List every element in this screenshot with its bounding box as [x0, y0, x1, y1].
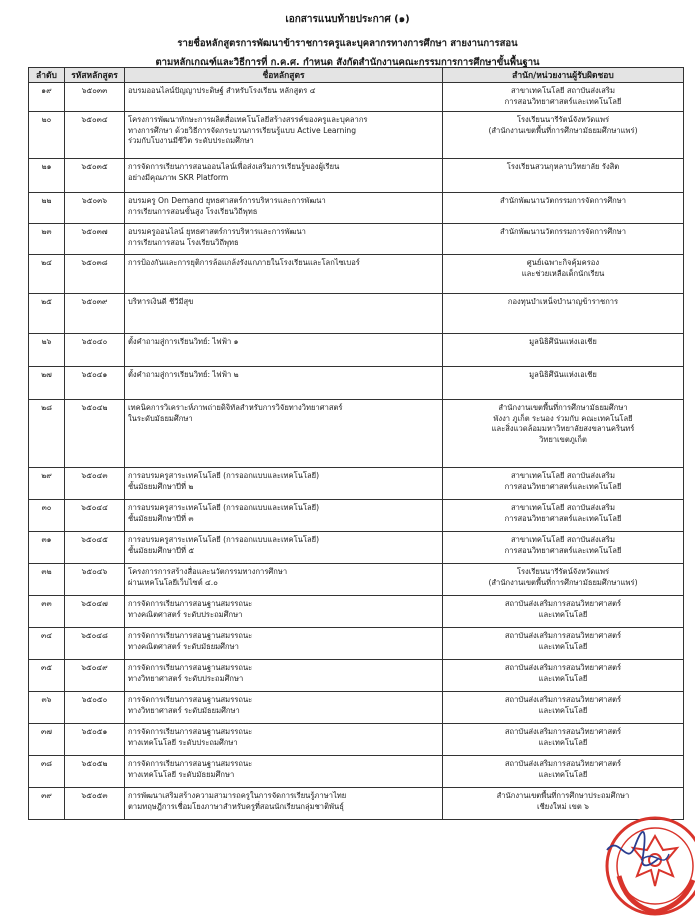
course-name: [125, 255, 443, 294]
row-number: ๓๔: [29, 628, 65, 660]
table-row: [29, 756, 684, 788]
row-number: ๑๙: [29, 83, 65, 112]
table-row: [29, 224, 684, 255]
agency-line: พังงา ภูเก็ต ระนอง ร่วมกับ คณะเทคโนโลยี: [493, 413, 633, 423]
course-name: [125, 83, 443, 112]
agency-line: สาขาเทคโนโลยี สถาบันส่งเสริม: [510, 86, 616, 95]
responsible-agency: [443, 400, 684, 468]
table-row: [29, 400, 684, 468]
row-number: ๒๗: [29, 367, 65, 400]
official-seal-icon: [597, 798, 695, 916]
responsible-agency: [443, 294, 684, 334]
document-subtitle-2: ตามหลักเกณฑ์และวิธีการที่ ก.ค.ศ. กำหนด สังกัดสำนักงานคณะกรรมการการศึกษาขั้นพื้นฐาน: [155, 57, 540, 68]
course-code: ๖๕๐๔๒: [65, 400, 125, 468]
course-name-line: ชั้นมัธยมศึกษาปีที่ ๒: [128, 481, 194, 491]
agency-line: การสอนวิทยาศาสตร์และเทคโนโลยี: [504, 545, 622, 555]
agency-line: โรงเรียนนารีรัตน์จังหวัดแพร่: [516, 567, 610, 576]
document-title: เอกสารแนบท้ายประกาศ (๑): [285, 14, 410, 25]
course-name-line: การอบรมครูสาระเทคโนโลยี (การออกแบบและเทคโนโลยี): [128, 471, 320, 480]
row-number: ๒๑: [29, 159, 65, 193]
responsible-agency: [443, 532, 684, 564]
course-name-line: อย่างมีคุณภาพ SKR Platform: [128, 172, 229, 182]
responsible-agency: [443, 255, 684, 294]
table-row: [29, 500, 684, 532]
responsible-agency: [443, 692, 684, 724]
responsible-agency: [443, 334, 684, 367]
column-header-course-name: ชื่อหลักสูตร: [125, 68, 443, 83]
agency-line: และช่วยเหลือเด็กนักเรียน: [521, 268, 605, 278]
course-table: [28, 67, 684, 820]
course-name-line: ทางคณิตศาสตร์ ระดับมัธยมศึกษา: [128, 641, 239, 651]
agency-line: มูลนิธิศึนันแห่งเอเชีย: [529, 337, 597, 346]
agency-line: สำนักงานเขตพื้นที่การศึกษาประถมศึกษา: [496, 791, 630, 800]
course-code: ๖๕๐๕๒: [65, 756, 125, 788]
course-code: ๖๕๐๓๙: [65, 294, 125, 334]
course-name-line: อบรมครู On Demand ยุทธศาสตร์การบริหารและการพัฒนา: [128, 196, 326, 205]
course-code: ๖๕๐๔๔: [65, 500, 125, 532]
table-row: [29, 193, 684, 224]
table-row: [29, 692, 684, 724]
table-row: [29, 628, 684, 660]
agency-line: การสอนวิทยาศาสตร์และเทคโนโลยี: [504, 513, 622, 523]
course-name-line: การเรียนการสอน โรงเรียนวิถีพุทธ: [128, 237, 239, 247]
agency-line: กองทุนบำเหน็จบำนาญข้าราชการ: [507, 297, 619, 306]
table-row: [29, 788, 684, 820]
course-name-line: การอบรมครูสาระเทคโนโลยี (การออกแบบและเทคโนโลยี): [128, 535, 320, 544]
course-name: [125, 294, 443, 334]
agency-line: โรงเรียนนารีรัตน์จังหวัดแพร่: [516, 115, 610, 124]
responsible-agency: [443, 193, 684, 224]
row-number: ๒๒: [29, 193, 65, 224]
course-name-line: การจัดการเรียนการสอนฐานสมรรถนะ: [128, 727, 253, 736]
responsible-agency: [443, 596, 684, 628]
course-name: [125, 596, 443, 628]
row-number: ๓๖: [29, 692, 65, 724]
table-row: [29, 596, 684, 628]
course-name-line: บริหารเงินดี ชีวีมีสุข: [128, 297, 194, 306]
course-name: [125, 756, 443, 788]
course-name-line: เทคนิคการวิเคราะห์ภาพถ่ายดิจิทัลสำหรับการวิจัยทางวิทยาศาสตร์: [128, 403, 343, 412]
course-name: [125, 532, 443, 564]
row-number: ๓๙: [29, 788, 65, 820]
agency-line: และเทคโนโลยี: [538, 641, 588, 651]
course-code: ๖๕๐๔๓: [65, 468, 125, 500]
course-name-line: ทางคณิตศาสตร์ ระดับประถมศึกษา: [128, 609, 243, 619]
row-number: ๓๕: [29, 660, 65, 692]
course-name-line: การจัดการเรียนการสอนฐานสมรรถนะ: [128, 695, 253, 704]
agency-line: และเทคโนโลยี: [538, 609, 588, 619]
course-name: [125, 788, 443, 820]
course-name: [125, 500, 443, 532]
responsible-agency: [443, 159, 684, 193]
column-header-agency: สำนัก/หน่วยงานผู้รับผิดชอบ: [443, 68, 684, 83]
course-name: [125, 724, 443, 756]
table-row: [29, 112, 684, 159]
course-name-line: ในระดับมัธยมศึกษา: [128, 413, 193, 423]
course-code: ๖๕๐๔๕: [65, 532, 125, 564]
responsible-agency: [443, 500, 684, 532]
course-name-line: โครงการการสร้างสื่อและนวัตกรรมทางการศึกษา: [128, 567, 288, 576]
responsible-agency: [443, 367, 684, 400]
course-name: [125, 628, 443, 660]
table-row: [29, 159, 684, 193]
course-name-line: ชั้นมัธยมศึกษาปีที่ ๓: [128, 513, 194, 523]
table-row: [29, 367, 684, 400]
agency-line: และเทคโนโลยี: [538, 673, 588, 683]
row-number: ๒๙: [29, 468, 65, 500]
course-name: [125, 224, 443, 255]
column-header-no: ลำดับ: [29, 68, 65, 83]
agency-line: (สำนักงานเขตพื้นที่การศึกษามัธยมศึกษาแพร่): [488, 125, 638, 135]
course-name-line: การพัฒนาเสริมสร้างความสามารถครูในการจัดการเรียนรู้ภาษาไทย: [128, 791, 347, 800]
course-code: ๖๕๐๔๑: [65, 367, 125, 400]
course-name-line: การจัดการเรียนการสอนออนไลน์เพื่อส่งเสริมการเรียนรู้ของผู้เรียน: [128, 162, 340, 171]
agency-line: (สำนักงานเขตพื้นที่การศึกษามัธยมศึกษาแพร่): [488, 577, 638, 587]
course-name-line: ผ่านเทคโนโลยีเว็บไซต์ ๔.๐: [128, 577, 218, 587]
agency-line: สถาบันส่งเสริมการสอนวิทยาศาสตร์: [504, 695, 622, 704]
course-name-line: ตั้งคำถามสู่การเรียนวิทย์: ไฟฟ้า ๑: [128, 337, 239, 346]
agency-line: เชียงใหม่ เขต ๖: [537, 801, 589, 811]
course-code: ๖๕๐๓๕: [65, 159, 125, 193]
course-name-line: การจัดการเรียนการสอนฐานสมรรถนะ: [128, 631, 253, 640]
course-name-line: การป้องกันและการยุติการล้อแกล้งรังแกภายในโรงเรียนและโลกไซเบอร์: [128, 258, 360, 267]
course-name: [125, 334, 443, 367]
course-name-line: การจัดการเรียนการสอนฐานสมรรถนะ: [128, 599, 253, 608]
course-name: [125, 159, 443, 193]
responsible-agency: [443, 756, 684, 788]
table-header-row: [29, 68, 684, 83]
course-code: ๖๕๐๔๐: [65, 334, 125, 367]
course-name-line: ร่วมกับโบงานมีชีวิต ระดับประถมศึกษา: [128, 136, 254, 145]
course-code: ๖๕๐๓๗: [65, 224, 125, 255]
course-name-line: อบรมออนไลน์ปัญญาประดิษฐ์ สำหรับโรงเรียน หลักสูตร ๔: [128, 86, 316, 95]
responsible-agency: [443, 112, 684, 159]
agency-line: สถาบันส่งเสริมการสอนวิทยาศาสตร์: [504, 759, 622, 768]
table-row: [29, 564, 684, 596]
course-name-line: ทางเทคโนโลยี ระดับมัธยมศึกษา: [128, 769, 235, 779]
course-name: [125, 112, 443, 159]
course-code: ๖๕๐๔๗: [65, 596, 125, 628]
agency-line: สาขาเทคโนโลยี สถาบันส่งเสริม: [510, 503, 616, 512]
course-code: ๖๕๐๕๓: [65, 788, 125, 820]
course-code: ๖๕๐๓๖: [65, 193, 125, 224]
agency-line: โรงเรียนสวนกุหลาบวิทยาลัย รังสิต: [506, 162, 620, 171]
agency-line: และเทคโนโลยี: [538, 737, 588, 747]
column-header-code: รหัสหลักสูตร: [65, 68, 125, 83]
course-code: ๖๕๐๔๖: [65, 564, 125, 596]
row-number: ๓๑: [29, 532, 65, 564]
agency-line: วิทยาเขตภูเก็ต: [539, 434, 587, 444]
course-code: ๖๕๐๕๑: [65, 724, 125, 756]
row-number: ๓๐: [29, 500, 65, 532]
course-name-line: การเรียนการสอนขั้นสูง โรงเรียนวิถีพุทธ: [128, 206, 258, 216]
course-code: ๖๕๐๓๓: [65, 83, 125, 112]
responsible-agency: [443, 628, 684, 660]
row-number: ๒๘: [29, 400, 65, 468]
course-name-line: อบรมครูออนไลน์ ยุทธศาสตร์การบริหารและการพัฒนา: [128, 227, 306, 236]
course-name: [125, 400, 443, 468]
agency-line: สถาบันส่งเสริมการสอนวิทยาศาสตร์: [504, 599, 622, 608]
course-name-line: การจัดการเรียนการสอนฐานสมรรถนะ: [128, 759, 253, 768]
responsible-agency: [443, 224, 684, 255]
agency-line: สถาบันส่งเสริมการสอนวิทยาศาสตร์: [504, 663, 622, 672]
course-name-line: โครงการพัฒนาทักษะการผลิตสื่อเทคโนโลยีสร้างสรรค์ของครูและบุคลากร: [128, 115, 368, 124]
course-code: ๖๕๐๔๘: [65, 628, 125, 660]
course-name: [125, 468, 443, 500]
responsible-agency: [443, 468, 684, 500]
agency-line: การสอนวิทยาศาสตร์และเทคโนโลยี: [504, 96, 622, 106]
table-row: [29, 724, 684, 756]
agency-line: สำนักพัฒนานวัตกรรมการจัดการศึกษา: [499, 227, 627, 236]
agency-line: และเทคโนโลยี: [538, 705, 588, 715]
course-name: [125, 692, 443, 724]
responsible-agency: [443, 660, 684, 692]
course-code: ๖๕๐๓๘: [65, 255, 125, 294]
agency-line: สาขาเทคโนโลยี สถาบันส่งเสริม: [510, 471, 616, 480]
agency-line: สาขาเทคโนโลยี สถาบันส่งเสริม: [510, 535, 616, 544]
course-name-line: ตามทฤษฎีการเชื่อมโยงภาษาสำหรับครูที่สอนนักเรียนกลุ่มชาติพันธุ์: [128, 801, 344, 811]
agency-line: การสอนวิทยาศาสตร์และเทคโนโลยี: [504, 481, 622, 491]
row-number: ๒๓: [29, 224, 65, 255]
document-subtitle-1: รายชื่อหลักสูตรการพัฒนาข้าราชการครูและบุคลากรทางการศึกษา สายงานการสอน: [177, 38, 518, 49]
course-name-line: ทางวิทยาศาสตร์ ระดับมัธยมศึกษา: [128, 705, 240, 715]
row-number: ๒๔: [29, 255, 65, 294]
course-name: [125, 660, 443, 692]
agency-line: และเทคโนโลยี: [538, 769, 588, 779]
responsible-agency: [443, 83, 684, 112]
course-name: [125, 564, 443, 596]
course-name: [125, 367, 443, 400]
agency-line: สำนักงานเขตพื้นที่การศึกษามัธยมศึกษา: [498, 403, 628, 412]
course-name-line: ตั้งคำถามสู่การเรียนวิทย์: ไฟฟ้า ๒: [128, 370, 239, 379]
table-row: [29, 660, 684, 692]
row-number: ๓๓: [29, 596, 65, 628]
responsible-agency: [443, 564, 684, 596]
course-name: [125, 193, 443, 224]
agency-line: สถาบันส่งเสริมการสอนวิทยาศาสตร์: [504, 631, 622, 640]
course-code: ๖๕๐๔๙: [65, 660, 125, 692]
agency-line: มูลนิธิศึนันแห่งเอเชีย: [529, 370, 597, 379]
table-row: [29, 255, 684, 294]
course-name-line: การจัดการเรียนการสอนฐานสมรรถนะ: [128, 663, 253, 672]
course-code: ๖๕๐๓๔: [65, 112, 125, 159]
agency-line: สถาบันส่งเสริมการสอนวิทยาศาสตร์: [504, 727, 622, 736]
agency-line: และสิ่งแวดล้อมมหาวิทยาลัยสงขลานครินทร์: [491, 424, 635, 433]
table-row: [29, 294, 684, 334]
row-number: ๒๖: [29, 334, 65, 367]
table-row: [29, 532, 684, 564]
agency-line: สำนักพัฒนานวัตกรรมการจัดการศึกษา: [499, 196, 627, 205]
row-number: ๓๒: [29, 564, 65, 596]
course-code: ๖๕๐๕๐: [65, 692, 125, 724]
table-body: [29, 83, 684, 820]
table-row: [29, 83, 684, 112]
row-number: ๒๐: [29, 112, 65, 159]
course-name-line: การอบรมครูสาระเทคโนโลยี (การออกแบบและเทคโนโลยี): [128, 503, 320, 512]
table-row: [29, 334, 684, 367]
responsible-agency: [443, 724, 684, 756]
course-name-line: ทางวิทยาศาสตร์ ระดับประถมศึกษา: [128, 673, 244, 683]
agency-line: ศูนย์เฉพาะกิจคุ้มครอง: [526, 258, 600, 267]
course-name-line: ทางการศึกษา ด้วยวิธีการจัดกระบวนการเรียนรู้แบบ Active Learning: [128, 125, 357, 135]
row-number: ๒๕: [29, 294, 65, 334]
table-row: [29, 468, 684, 500]
course-name-line: ทางเทคโนโลยี ระดับประถมศึกษา: [128, 737, 238, 747]
course-name-line: ชั้นมัธยมศึกษาปีที่ ๕: [128, 545, 195, 555]
row-number: ๓๗: [29, 724, 65, 756]
row-number: ๓๘: [29, 756, 65, 788]
